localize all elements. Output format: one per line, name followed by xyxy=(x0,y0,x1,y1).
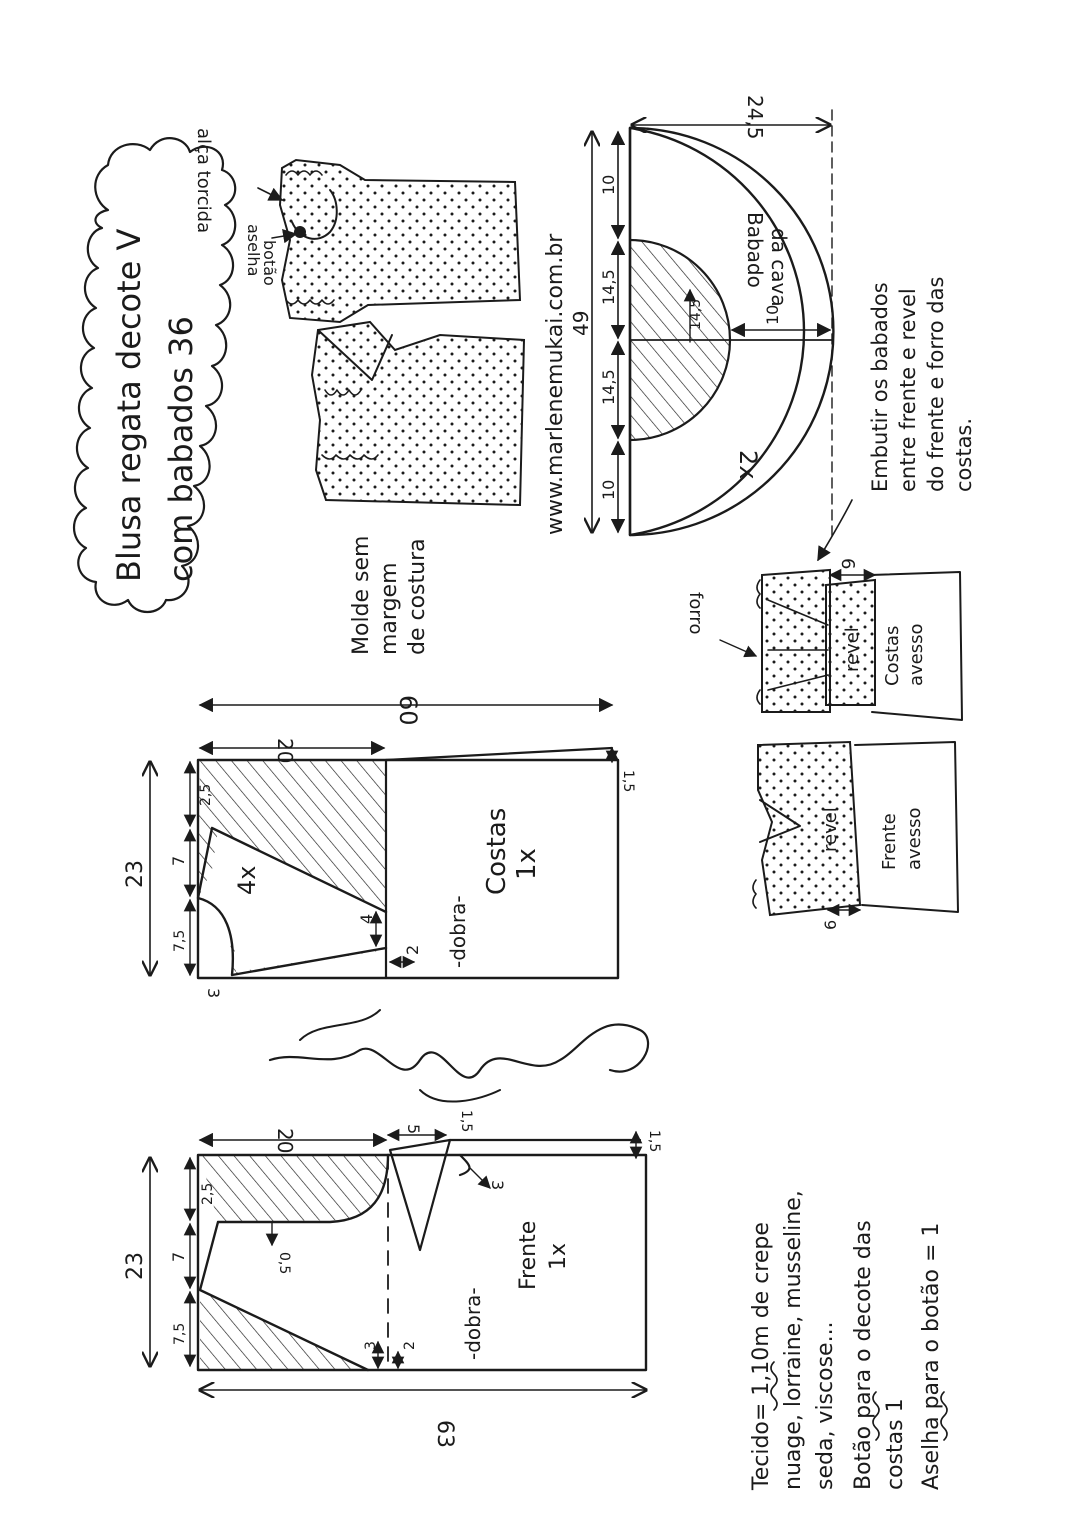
svg-text:revel: revel xyxy=(842,627,863,672)
front-illustration xyxy=(312,322,524,505)
svg-text:revel: revel xyxy=(820,807,841,852)
svg-text:entre frente e revel: entre frente e revel xyxy=(896,288,920,492)
babado-pattern xyxy=(569,95,833,540)
svg-text:63: 63 xyxy=(432,1420,457,1448)
svg-text:nuage, lorraine, musseline,: nuage, lorraine, musseline, xyxy=(781,1190,806,1490)
signature xyxy=(270,1010,648,1102)
button-icon xyxy=(294,226,306,238)
svg-text:6: 6 xyxy=(821,919,840,930)
molde-note xyxy=(349,536,430,655)
svg-text:2,5: 2,5 xyxy=(198,783,214,806)
frente-avesso-illustration xyxy=(753,742,958,930)
title-line-2: com babados 36 xyxy=(162,316,200,582)
svg-text:Botão para o decote das: Botão para o decote das xyxy=(851,1220,876,1490)
svg-text:forro: forro xyxy=(685,592,706,635)
svg-text:de costura: de costura xyxy=(405,538,430,655)
website-label: www.marlenemukai.com.br xyxy=(543,233,568,535)
svg-text:14,5: 14,5 xyxy=(599,269,618,305)
svg-text:Costas: Costas xyxy=(482,807,512,895)
svg-text:23: 23 xyxy=(123,1252,148,1280)
svg-text:costas.: costas. xyxy=(952,417,976,492)
svg-text:2,5: 2,5 xyxy=(200,1182,216,1205)
svg-text:14,5: 14,5 xyxy=(688,298,704,330)
svg-text:1,5: 1,5 xyxy=(646,1130,662,1153)
svg-text:Aselha para o botão = 1: Aselha para o botão = 1 xyxy=(919,1222,944,1490)
svg-text:margem: margem xyxy=(377,562,402,655)
svg-text:10: 10 xyxy=(599,479,618,500)
svg-text:2x: 2x xyxy=(734,450,762,480)
costas-pattern xyxy=(123,695,636,998)
svg-text:-dobra-: -dobra- xyxy=(461,1287,485,1360)
svg-text:costas 1: costas 1 xyxy=(883,1398,908,1490)
svg-text:2: 2 xyxy=(402,1341,418,1350)
svg-text:Embutir os babados: Embutir os babados xyxy=(868,282,892,492)
svg-text:3: 3 xyxy=(363,1341,379,1350)
svg-text:4: 4 xyxy=(357,913,376,924)
svg-text:Babado: Babado xyxy=(743,212,767,288)
svg-text:da cava: da cava xyxy=(767,228,791,307)
svg-text:23: 23 xyxy=(123,860,148,888)
title-line-1: Blusa regata decote V xyxy=(110,228,148,582)
svg-text:-dobra-: -dobra- xyxy=(446,895,470,968)
frente-pattern xyxy=(123,1110,662,1448)
botao-label: botão xyxy=(260,240,279,286)
svg-text:20: 20 xyxy=(273,1128,297,1154)
svg-text:6: 6 xyxy=(837,558,858,570)
svg-text:7,5: 7,5 xyxy=(172,1322,188,1345)
costas-avesso-illustration xyxy=(685,558,962,720)
embutir-note xyxy=(818,277,976,560)
svg-text:2: 2 xyxy=(403,944,422,955)
svg-text:Molde sem: Molde sem xyxy=(349,535,374,655)
svg-text:do frente e forro das: do frente e forro das xyxy=(924,276,948,492)
svg-text:7: 7 xyxy=(169,1251,188,1262)
svg-text:60: 60 xyxy=(394,695,422,726)
svg-text:0,5: 0,5 xyxy=(276,1252,292,1275)
svg-text:avesso: avesso xyxy=(904,807,925,870)
svg-text:49: 49 xyxy=(569,310,593,336)
aselha-label: aselha xyxy=(244,224,263,277)
svg-text:seda, viscose...: seda, viscose... xyxy=(813,1321,838,1490)
svg-text:Costas: Costas xyxy=(882,625,903,686)
svg-text:1x: 1x xyxy=(546,1242,571,1270)
svg-text:1x: 1x xyxy=(512,848,542,880)
svg-text:3: 3 xyxy=(488,1180,507,1191)
alca-torcida-label: alça torcida xyxy=(193,128,214,234)
svg-text:Frente: Frente xyxy=(516,1220,541,1290)
svg-text:10: 10 xyxy=(599,174,618,195)
svg-text:Frente: Frente xyxy=(879,813,900,870)
svg-text:4x: 4x xyxy=(233,865,261,895)
svg-text:14,5: 14,5 xyxy=(599,369,618,405)
svg-text:7: 7 xyxy=(169,855,188,866)
svg-text:24,5: 24,5 xyxy=(743,95,767,140)
svg-text:10: 10 xyxy=(763,304,782,325)
svg-text:5: 5 xyxy=(404,1124,423,1135)
fabric-note xyxy=(749,1190,947,1491)
svg-text:20: 20 xyxy=(273,738,297,764)
svg-text:1,5: 1,5 xyxy=(458,1110,474,1133)
svg-text:Tecido= 1,10m de crepe: Tecido= 1,10m de crepe xyxy=(749,1222,774,1490)
svg-text:7,5: 7,5 xyxy=(172,929,188,952)
back-illustration xyxy=(193,128,520,322)
svg-text:1,5: 1,5 xyxy=(620,770,636,793)
svg-text:avesso: avesso xyxy=(906,623,927,686)
svg-text:3: 3 xyxy=(204,988,223,999)
